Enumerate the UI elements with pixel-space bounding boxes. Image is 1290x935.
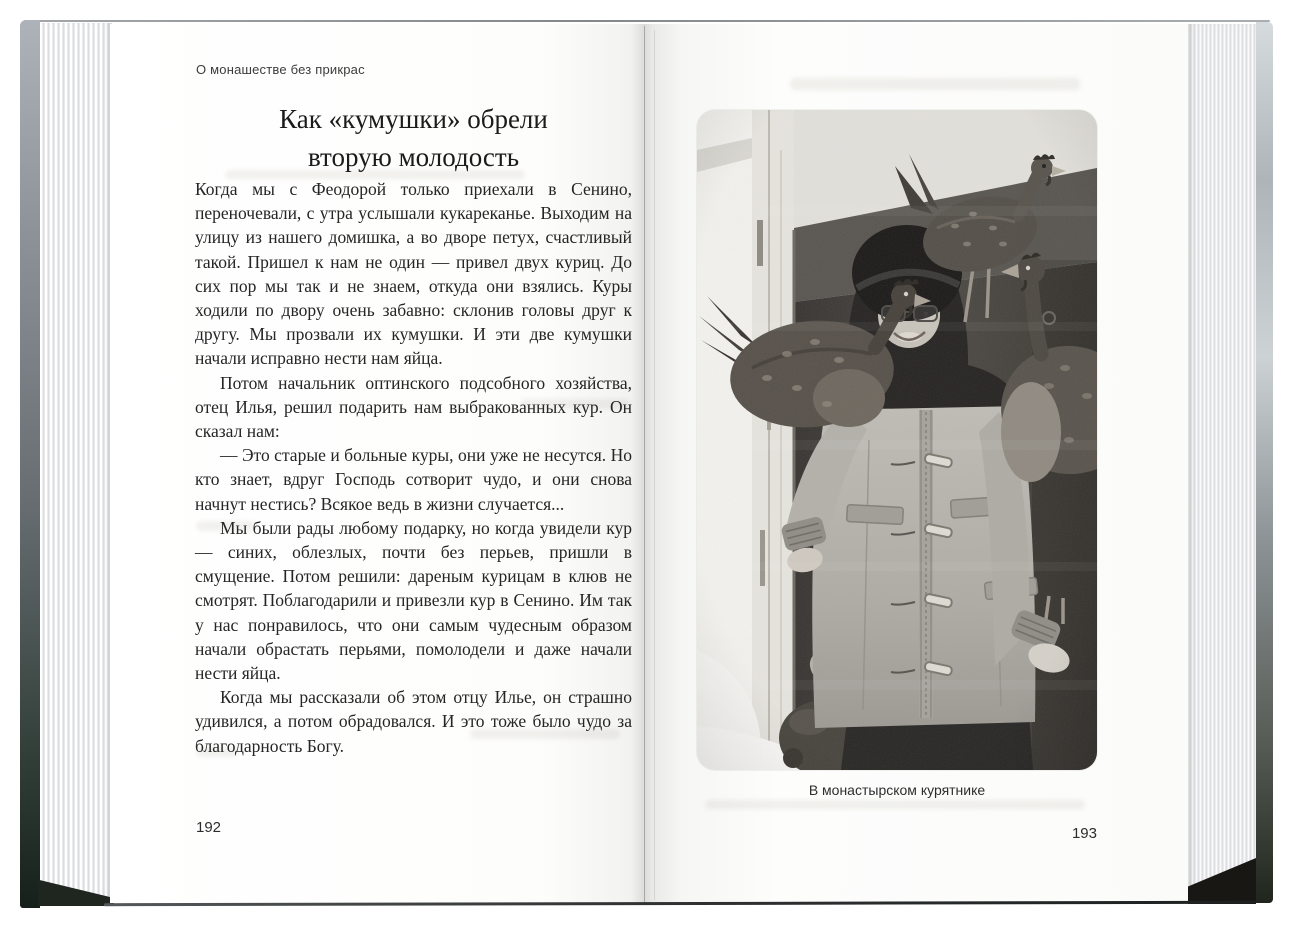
bleed-through-smudge bbox=[705, 800, 1085, 809]
book-gutter bbox=[644, 26, 645, 902]
book-gutter-shade bbox=[654, 30, 655, 900]
body-paragraph: Когда мы с Феодорой только приехали в Сенино, переночевали, с утра услышали кукареканье. Выходим на улицу из нашего домишка, а во дворе петух, счастливый такой. Пришел к нам не один — привел двух куриц. До сих пор мы так и не знаем, откуда они взялись. Куры ходили по двору очень забавно: склонив головы друг к другу. Мы прозвали их кумушки. И эти две кумушки начали исправно нести нам яйца. bbox=[195, 179, 632, 369]
photo-caption: В монастырском курятнике bbox=[808, 782, 986, 798]
page-number-right: 193 bbox=[1071, 825, 1097, 842]
page-number-left: 192 bbox=[196, 819, 222, 836]
book-right-cover-edge bbox=[1256, 22, 1273, 903]
chapter-body bbox=[195, 177, 632, 758]
right-page-fan-edges bbox=[1188, 24, 1256, 902]
body-paragraph: — Это старые и больные куры, они уже не несутся. Но кто знает, вдруг Господь сотворит чудо, и они снова начнут нестись? Всякое ведь в жизни случается... bbox=[195, 445, 632, 514]
bleed-through-smudge bbox=[790, 78, 1080, 90]
body-paragraph: Мы были рады любому подарку, но когда увидели кур — синих, облезлых, почти без перьев, пришли в смущение. Потом решили: дареным курицам в клюв не смотрят. Поблагодарили и привезли кур в Сенино. Им так у нас понравилось, что они самым чудесным образом начали обрастать перьями, помолодели и даже начали нести яйца. bbox=[195, 517, 632, 684]
book-top-edge bbox=[24, 20, 1270, 22]
chapter-title-line2: вторую молодость bbox=[307, 142, 520, 172]
book-left-cover-edge bbox=[20, 20, 40, 908]
photo-monastery-henhouse bbox=[697, 110, 1097, 770]
chapter-title bbox=[195, 100, 632, 176]
running-header: О монашестве без прикрас bbox=[196, 62, 365, 77]
left-page-fan-edges bbox=[40, 23, 112, 904]
chapter-title-line1: Как «кумушки» обрели bbox=[279, 104, 548, 134]
body-paragraph: Когда мы рассказали об этом отцу Илье, он страшно удивился, а потом обрадовался. И это тоже было чудо за благодарность Богу. bbox=[195, 687, 632, 756]
body-paragraph: Потом начальник оптинского подсобного хозяйства, отец Илья, решил подарить нам выбракованных кур. Он сказал нам: bbox=[195, 372, 632, 442]
